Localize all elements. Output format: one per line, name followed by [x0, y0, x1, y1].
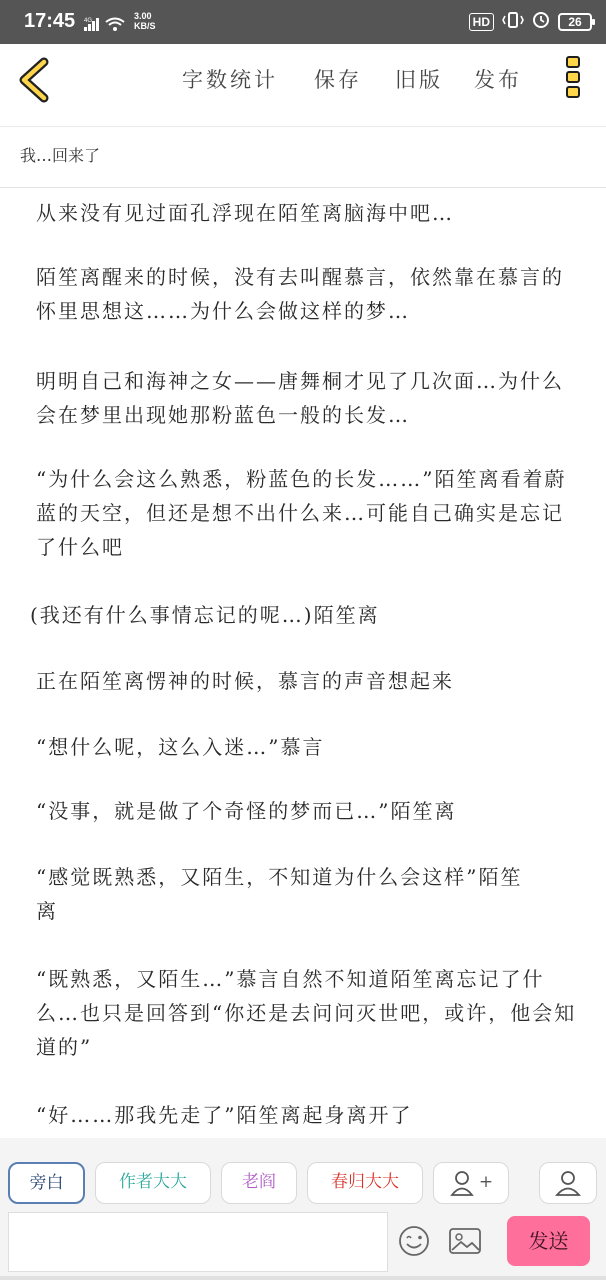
user-add-icon: [449, 1168, 479, 1198]
story-paragraph: “没事，就是做了个奇怪的梦而已…”陌笙离: [36, 799, 457, 823]
menu-dot-icon: [566, 86, 580, 98]
story-paragraph: “为什么会这么熟悉，粉蓝色的长发……”陌笙离看着蔚蓝的天空，但还是想不出什么来…可能自己确实是忘记了什么吧: [36, 467, 567, 559]
image-icon: [448, 1226, 482, 1256]
message-input[interactable]: [8, 1212, 388, 1272]
signal-icon: [84, 16, 128, 36]
old-version-button[interactable]: 旧版: [395, 68, 443, 92]
story-paragraph: 从来没有见过面孔浮现在陌笙离脑海中吧…: [36, 201, 454, 225]
chapter-title-field[interactable]: [0, 126, 606, 188]
story-paragraph: “既熟悉，又陌生…”慕言自然不知道陌笙离忘记了什么…也只是回答到“你还是去问问灭世吧，或许，他会知道的”: [36, 967, 577, 1059]
save-button[interactable]: 保存: [314, 68, 362, 92]
battery-icon: 26: [558, 13, 592, 31]
user-icon: [553, 1168, 583, 1198]
network-speed: [134, 11, 156, 31]
role-chip-narration[interactable]: 旁白: [8, 1162, 85, 1204]
profile-button[interactable]: [539, 1162, 597, 1204]
story-paragraph: “好……那我先走了”陌笙离起身离开了: [36, 1103, 413, 1127]
role-chip-spring[interactable]: 春归大大: [307, 1162, 423, 1204]
editor-toolbar: [0, 44, 606, 116]
send-button[interactable]: 发送: [507, 1216, 590, 1266]
emoji-icon: [397, 1224, 431, 1258]
vibrate-icon: [502, 11, 524, 33]
hd-icon: HD: [469, 13, 494, 31]
emoji-button[interactable]: [397, 1224, 431, 1262]
menu-dot-icon: [566, 71, 580, 83]
add-plus-label: +: [478, 1172, 494, 1192]
compose-panel: [0, 1138, 606, 1280]
status-bar: [0, 0, 606, 44]
back-button[interactable]: [14, 56, 58, 104]
navigation-bar: [0, 1276, 606, 1280]
story-content[interactable]: [0, 190, 606, 1138]
alarm-icon: [532, 11, 550, 33]
image-button[interactable]: [448, 1226, 482, 1260]
chevron-left-icon: [14, 56, 58, 104]
story-paragraph: “想什么呢，这么入迷…”慕言: [36, 735, 325, 759]
word-count-button[interactable]: 字数统计: [182, 68, 278, 92]
speed-value: 3.00: [134, 11, 152, 21]
story-paragraph: 正在陌笙离愣神的时候，慕言的声音想起来: [36, 669, 454, 693]
chapter-title: 我…回来了: [20, 146, 101, 165]
story-paragraph: “感觉既熟悉，又陌生，不知道为什么会这样”陌笙离: [36, 865, 523, 923]
speed-unit: KB/S: [134, 21, 156, 31]
role-chip-old-reader[interactable]: 老阎: [221, 1162, 297, 1204]
story-paragraph: 明明自己和海神之女——唐舞桐才见了几次面…为什么会在梦里出现她那粉蓝色一般的长发…: [36, 369, 564, 427]
add-role-button[interactable]: [433, 1162, 509, 1204]
story-paragraph: 陌笙离醒来的时候，没有去叫醒慕言，依然靠在慕言的怀里思想这……为什么会做这样的梦…: [36, 265, 564, 323]
status-time: 17:45: [24, 10, 76, 32]
role-chip-author[interactable]: 作者大大: [95, 1162, 211, 1204]
menu-dot-icon: [566, 56, 580, 68]
publish-button[interactable]: 发布: [474, 68, 522, 92]
more-menu-button[interactable]: [563, 56, 583, 104]
story-paragraph: (我还有什么事情忘记的呢…)陌笙离: [30, 603, 380, 627]
status-icons: [469, 11, 592, 33]
svg-text:4G: 4G: [84, 18, 93, 24]
